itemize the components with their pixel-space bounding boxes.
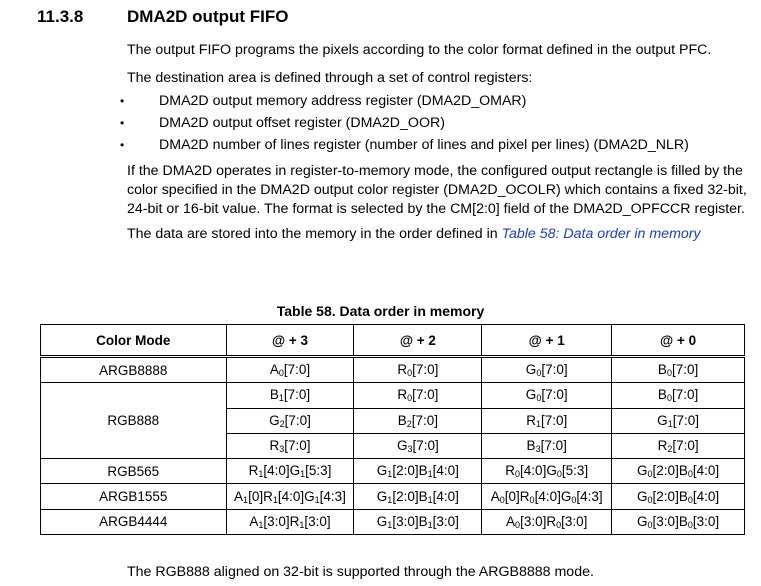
pixel-index: 0: [515, 519, 521, 530]
bit-range: [4:0]: [263, 463, 290, 479]
table-cell: [482, 357, 612, 383]
channel-letter: R: [397, 362, 408, 378]
pixel-index: 0: [687, 494, 693, 505]
bit-range: [4:0]: [432, 488, 459, 504]
pixel-index: 1: [300, 469, 306, 480]
table-row: [41, 509, 745, 534]
pixel-index: 0: [536, 393, 542, 404]
table-cell: [354, 433, 482, 458]
channel-letter: A: [249, 513, 259, 529]
bit-range: [2:0]: [652, 488, 679, 504]
bit-range: [7:0]: [284, 412, 311, 428]
pixel-index: 0: [556, 519, 562, 530]
color-mode-cell: ARGB1555: [41, 484, 227, 509]
table-cell: [354, 357, 482, 383]
bit-range: [7:0]: [541, 387, 568, 403]
channel-letter: R: [546, 513, 557, 529]
bit-range: [3:0]: [652, 513, 679, 529]
pixel-index: 0: [666, 368, 672, 379]
channel-letter: B: [269, 387, 279, 403]
table-cell: [482, 459, 612, 484]
pixel-index: 2: [406, 418, 412, 429]
channel-letter: B: [657, 362, 667, 378]
bit-range: [7:0]: [541, 362, 568, 378]
bit-range: [2:0]: [392, 463, 419, 479]
pixel-index: 1: [387, 519, 393, 530]
color-mode-cell: RGB888: [41, 383, 227, 459]
intro-paragraph: The output FIFO programs the pixels according to the color format defined in the output PFC.: [127, 42, 712, 58]
channel-letter: B: [397, 412, 407, 428]
pixel-index: 1: [387, 469, 393, 480]
bullet-icon: •: [120, 116, 125, 130]
column-header: Color Mode: [41, 325, 227, 357]
table-cell: [482, 433, 612, 458]
table-cell: [482, 408, 612, 433]
table-cell: [612, 459, 745, 484]
channel-letter: G: [376, 513, 388, 529]
pixel-index: 0: [647, 469, 653, 480]
destination-paragraph: The destination area is defined through a set of control registers:: [127, 70, 533, 86]
channel-letter: A: [490, 488, 500, 504]
channel-letter: B: [418, 488, 428, 504]
section-number: 11.3.8: [37, 7, 84, 26]
data-order-table: [40, 324, 745, 535]
list-item: [120, 112, 752, 134]
pixel-index: 3: [279, 444, 285, 455]
column-header: @ + 0: [612, 325, 745, 357]
bit-range: [5:3]: [305, 463, 332, 479]
bit-range: [7:0]: [671, 387, 699, 403]
color-mode-cell: RGB565: [41, 459, 227, 484]
channel-letter: B: [418, 513, 428, 529]
list-item: [120, 90, 752, 112]
pixel-index: 0: [647, 519, 653, 530]
channel-letter: G: [525, 362, 537, 378]
channel-letter: R: [289, 513, 300, 529]
table-cell: [612, 433, 745, 458]
table-row: [41, 383, 745, 408]
pixel-index: 1: [258, 469, 264, 480]
pixel-index: 1: [427, 519, 433, 530]
pixel-index: 1: [243, 494, 249, 505]
bit-range: [7:0]: [412, 387, 439, 403]
color-mode-cell: ARGB4444: [41, 509, 227, 534]
channel-letter: R: [519, 488, 530, 504]
channel-letter: B: [526, 438, 536, 454]
channel-letter: G: [637, 463, 648, 479]
channel-letter: G: [657, 412, 668, 428]
list-item: [120, 134, 752, 156]
pixel-index: 0: [529, 494, 535, 505]
pixel-index: 3: [407, 444, 413, 455]
channel-letter: B: [657, 387, 667, 403]
section-body: [120, 41, 752, 244]
pixel-index: 3: [535, 444, 541, 455]
order-prefix: The data are stored into the memory in the order defined in: [127, 226, 502, 242]
bit-range: [7:0]: [671, 362, 699, 378]
pixel-index: 1: [427, 494, 433, 505]
table-cell: [226, 408, 354, 433]
pixel-index: 0: [556, 469, 562, 480]
bit-range: [3:0]: [432, 513, 459, 529]
bit-range: [3:0]: [304, 513, 331, 529]
table-cell: [482, 509, 612, 534]
bit-range: [4:0]: [692, 488, 720, 504]
bit-range: [0]: [248, 488, 264, 504]
channel-letter: A: [234, 488, 244, 504]
table-cell: [354, 408, 482, 433]
table-cell: [612, 408, 745, 433]
pixel-index: 1: [299, 519, 305, 530]
bit-range: [7:0]: [540, 438, 567, 454]
channel-letter: R: [526, 412, 536, 428]
bit-range: [7:0]: [672, 412, 699, 428]
bit-range: [7:0]: [672, 438, 699, 454]
channel-letter: A: [506, 513, 516, 529]
table-cell: [226, 484, 354, 509]
pixel-index: 0: [571, 494, 577, 505]
table-cell: [354, 383, 482, 408]
channel-letter: G: [304, 488, 315, 504]
bit-range: [0]: [504, 488, 520, 504]
register-to-memory-paragraph: If the DMA2D operates in register-to-memory mode, the configured output rectangle is filled by the color specified in the DMA2D output color register (DMA2D_OCOLR) which contains a fixed 32-bit, 24-bit or 16-bit value. The format is selected by the CM[2:0] field of the DMA2D_OPFCCR register.: [127, 163, 747, 217]
channel-letter: G: [525, 387, 537, 403]
channel-letter: R: [248, 463, 259, 479]
bit-range: [4:0]: [277, 488, 305, 504]
pixel-index: 0: [687, 519, 693, 530]
register-list: [120, 90, 752, 156]
channel-letter: B: [678, 488, 688, 504]
table-cell: [226, 383, 354, 408]
channel-letter: G: [637, 488, 648, 504]
bit-range: [3:0]: [692, 513, 720, 529]
table-cell: [354, 509, 482, 534]
table-58-link[interactable]: Table 58: Data order in memory: [501, 226, 701, 242]
channel-letter: G: [289, 463, 301, 479]
bit-range: [3:0]: [520, 513, 547, 529]
pixel-index: 1: [427, 469, 433, 480]
channel-letter: G: [269, 412, 280, 428]
channel-letter: G: [396, 438, 408, 454]
channel-letter: G: [376, 463, 388, 479]
section-title: DMA2D output FIFO: [127, 7, 289, 26]
bit-range: [5:3]: [561, 463, 589, 479]
table-cell: [354, 484, 482, 509]
bit-range: [7:0]: [412, 362, 439, 378]
pixel-index: 1: [535, 418, 541, 429]
table-cell: [482, 484, 612, 509]
table-cell: [612, 383, 745, 408]
footer-note: The RGB888 aligned on 32-bit is supported through the ARGB8888 mode.: [127, 564, 594, 580]
bit-range: [7:0]: [412, 438, 439, 454]
bit-range: [4:0]: [692, 463, 720, 479]
table-cell: [226, 509, 354, 534]
table-row: [41, 484, 745, 509]
bit-range: [3:0]: [392, 513, 419, 529]
bit-range: [4:3]: [576, 488, 603, 504]
bit-range: [4:0]: [534, 488, 561, 504]
pixel-index: 2: [667, 444, 673, 455]
bit-range: [7:0]: [540, 412, 568, 428]
pixel-index: 1: [278, 393, 284, 404]
bit-range: [4:0]: [520, 463, 547, 479]
table-row: [41, 357, 745, 383]
bit-range: [7:0]: [411, 412, 438, 428]
pixel-index: 1: [258, 519, 264, 530]
table-cell: [612, 509, 745, 534]
list-item-text: DMA2D output memory address register (DMA2D_OMAR): [159, 93, 527, 109]
bit-range: [7:0]: [283, 362, 311, 378]
pixel-index: 0: [687, 469, 693, 480]
table-header-row: [41, 325, 745, 357]
bit-range: [4:3]: [319, 488, 346, 504]
channel-letter: B: [678, 513, 688, 529]
pixel-index: 0: [499, 494, 505, 505]
table-caption: Table 58. Data order in memory: [276, 303, 485, 319]
channel-letter: G: [376, 488, 388, 504]
channel-letter: R: [657, 438, 668, 454]
table-cell: [226, 433, 354, 458]
table-cell: [354, 459, 482, 484]
bit-range: [3:0]: [561, 513, 588, 529]
bit-range: [2:0]: [392, 488, 419, 504]
table-row: [41, 459, 745, 484]
list-item-text: DMA2D output offset register (DMA2D_OOR): [159, 115, 445, 131]
pixel-index: 0: [647, 494, 653, 505]
channel-letter: R: [397, 387, 408, 403]
pixel-index: 0: [536, 368, 542, 379]
pixel-index: 1: [314, 494, 320, 505]
color-mode-cell: ARGB8888: [41, 357, 227, 383]
channel-letter: G: [637, 513, 648, 529]
channel-letter: B: [418, 463, 428, 479]
column-header: @ + 2: [354, 325, 482, 357]
order-paragraph: [127, 225, 752, 244]
bit-range: [7:0]: [284, 438, 311, 454]
bit-range: [7:0]: [283, 387, 311, 403]
pixel-index: 0: [515, 469, 521, 480]
table-cell: [482, 383, 612, 408]
pixel-index: 1: [387, 494, 393, 505]
table-cell: [226, 357, 354, 383]
pixel-index: 1: [667, 418, 673, 429]
table-cell: [612, 484, 745, 509]
bullet-icon: •: [120, 94, 125, 108]
column-header: @ + 3: [226, 325, 354, 357]
channel-letter: G: [560, 488, 572, 504]
bit-range: [3:0]: [263, 513, 290, 529]
channel-letter: R: [269, 438, 280, 454]
table-cell: [612, 357, 745, 383]
list-item-text: DMA2D number of lines register (number of lines and pixel per lines) (DMA2D_NLR): [159, 137, 689, 153]
channel-letter: R: [263, 488, 273, 504]
column-header: @ + 1: [482, 325, 612, 357]
bit-range: [4:0]: [432, 463, 459, 479]
pixel-index: 0: [278, 368, 284, 379]
pixel-index: 0: [666, 393, 672, 404]
pixel-index: 1: [272, 494, 278, 505]
pixel-index: 2: [279, 418, 285, 429]
pixel-index: 0: [407, 368, 413, 379]
channel-letter: R: [505, 463, 516, 479]
pixel-index: 0: [407, 393, 413, 404]
table-cell: [226, 459, 354, 484]
bullet-icon: •: [120, 138, 125, 152]
channel-letter: B: [678, 463, 688, 479]
channel-letter: G: [546, 463, 557, 479]
bit-range: [2:0]: [652, 463, 679, 479]
channel-letter: A: [269, 362, 279, 378]
